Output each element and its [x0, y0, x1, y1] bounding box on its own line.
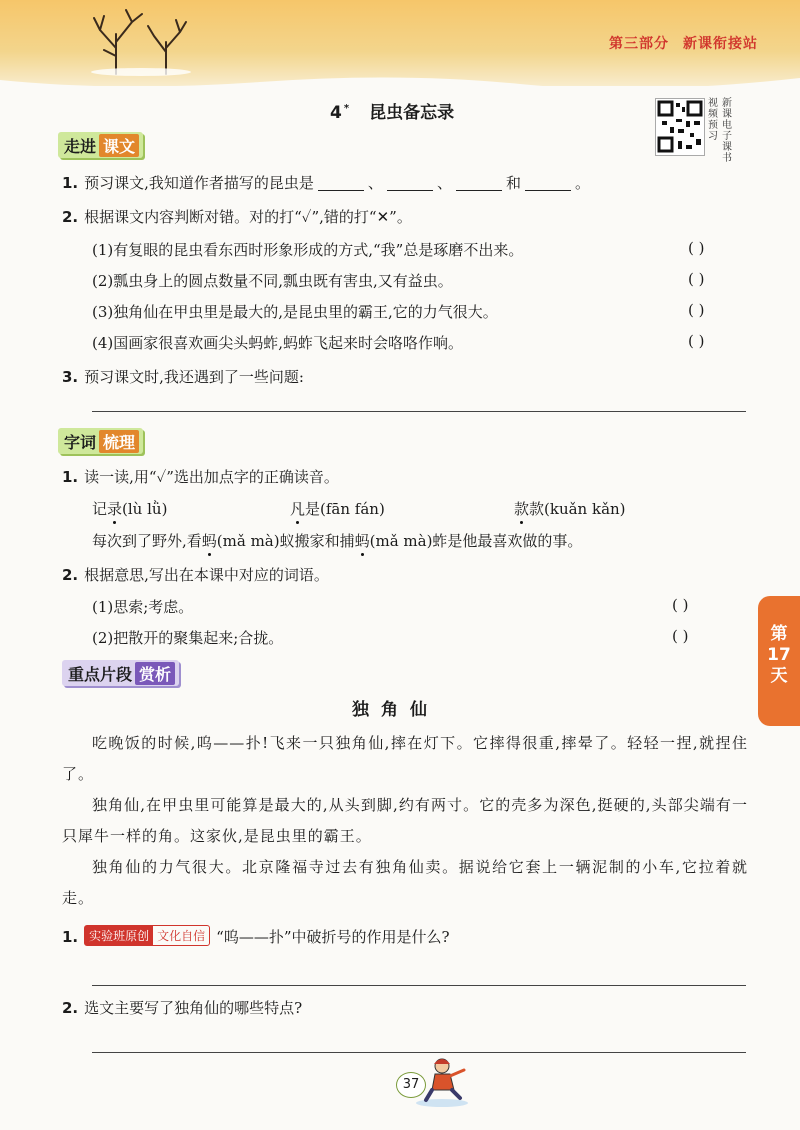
section-analysis-b: 赏析 [135, 662, 175, 685]
qr-caption-2: 新课电子课书 [722, 98, 732, 164]
winter-trees-icon [86, 4, 196, 76]
lab-badge: 实验班原创 文化自信 [84, 925, 210, 946]
blank-insect-2[interactable] [387, 174, 433, 191]
pinyin-item-1: 记录(lù lǜ) [92, 500, 168, 518]
essay-paragraph-1: 吃晚饭的时候,呜——扑!飞来一只独角仙,摔在灯下。它摔得很重,摔晕了。轻轻一捏,就捏住了。 [62, 734, 748, 783]
word-question-1: 1. 读一读,用“✓”选出加点字的正确读音。 [62, 468, 339, 486]
page-number: 37 [396, 1072, 426, 1098]
tf-answer-1[interactable]: ( ) [688, 239, 705, 257]
tf-answer-3[interactable]: ( ) [688, 301, 705, 319]
essay-paragraph-2: 独角仙,在甲虫里可能算是最大的,从头到脚,约有两寸。它的壳多为深色,挺硬的,头部尖端有一只犀牛一样的角。这家伙,是昆虫里的霸王。 [62, 796, 748, 845]
pinyin-item-3: 款款(kuǎn kǎn) [514, 500, 626, 518]
lesson-star: * [343, 103, 350, 115]
qr-caption-1: 视频预习 [708, 98, 718, 142]
analysis-question-1: 1. 实验班原创 文化自信 “呜——扑”中破折号的作用是什么? [62, 925, 450, 947]
meaning-item-1: (1)思索;考虑。 [92, 598, 194, 616]
blank-insect-1[interactable] [318, 174, 364, 191]
tf-item-2: (2)瓢虫身上的圆点数量不同,瓢虫既有害虫,又有益虫。 [92, 272, 453, 290]
skating-kid-icon [412, 1056, 472, 1108]
answer-line-a1[interactable] [92, 985, 746, 986]
tf-item-1: (1)有复眼的昆虫看东西时形象形成的方式,“我”总是琢磨不出来。 [92, 241, 524, 259]
qr-code-icon[interactable] [655, 98, 705, 156]
section-analysis [62, 660, 179, 686]
section-words [58, 428, 143, 454]
analysis-question-2: 2. 选文主要写了独角仙的哪些特点? [62, 999, 303, 1017]
section-words-b: 梳理 [99, 430, 139, 453]
header-title [595, 33, 758, 53]
tf-answer-2[interactable]: ( ) [688, 270, 705, 288]
tf-answer-4[interactable]: ( ) [688, 332, 705, 350]
section-analysis-a: 重点片段 [68, 664, 133, 684]
blank-insect-4[interactable] [525, 174, 571, 191]
word-question-2: 2. 根据意思,写出在本课中对应的词语。 [62, 566, 329, 584]
section-preview-b: 课文 [99, 134, 139, 157]
question-3: 3. 预习课文时,我还遇到了一些问题: [62, 368, 304, 386]
answer-line-q3[interactable] [92, 411, 746, 412]
tf-item-3: (3)独角仙在甲虫里是最大的,是昆虫里的霸王,它的力气很大。 [92, 303, 498, 321]
pinyin-sentence: 每次到了野外,看蚂(mǎ mà)蚁搬家和捕蚂(mǎ mà)蚱是他最喜欢做的事。 [92, 532, 583, 550]
question-1: 1. 预习课文,我知道作者描写的昆虫是 、 、 和 。 [62, 174, 590, 192]
essay-title: 独角仙 [352, 700, 439, 720]
answer-line-a2[interactable] [92, 1052, 746, 1053]
pinyin-item-2: 凡是(fān fán) [290, 500, 385, 518]
blank-insect-3[interactable] [456, 174, 502, 191]
lesson-name: 昆虫备忘录 [369, 103, 455, 123]
meaning-item-2: (2)把散开的聚集起来;合拢。 [92, 629, 284, 647]
lesson-title [330, 98, 454, 123]
meaning-answer-2[interactable]: ( ) [672, 627, 689, 645]
section-words-a: 字词 [64, 432, 97, 452]
section-preview [58, 132, 143, 158]
lesson-number: 4 [330, 103, 342, 123]
section-preview-a: 走进 [64, 136, 97, 156]
meaning-answer-1[interactable]: ( ) [672, 596, 689, 614]
day-tab: 第 17 天 [758, 596, 800, 726]
tf-item-4: (4)国画家很喜欢画尖头蚂蚱,蚂蚱飞起来时会咯咯作响。 [92, 334, 464, 352]
header-part: 第三部分 [609, 36, 669, 52]
essay-paragraph-3: 独角仙的力气很大。北京隆福寺过去有独角仙卖。据说给它套上一辆泥制的小车,它拉着就走。 [62, 858, 748, 907]
question-2: 2. 根据课文内容判断对错。对的打“✓”,错的打“✕”。 [62, 208, 412, 226]
header-series: 新课衔接站 [683, 36, 758, 52]
